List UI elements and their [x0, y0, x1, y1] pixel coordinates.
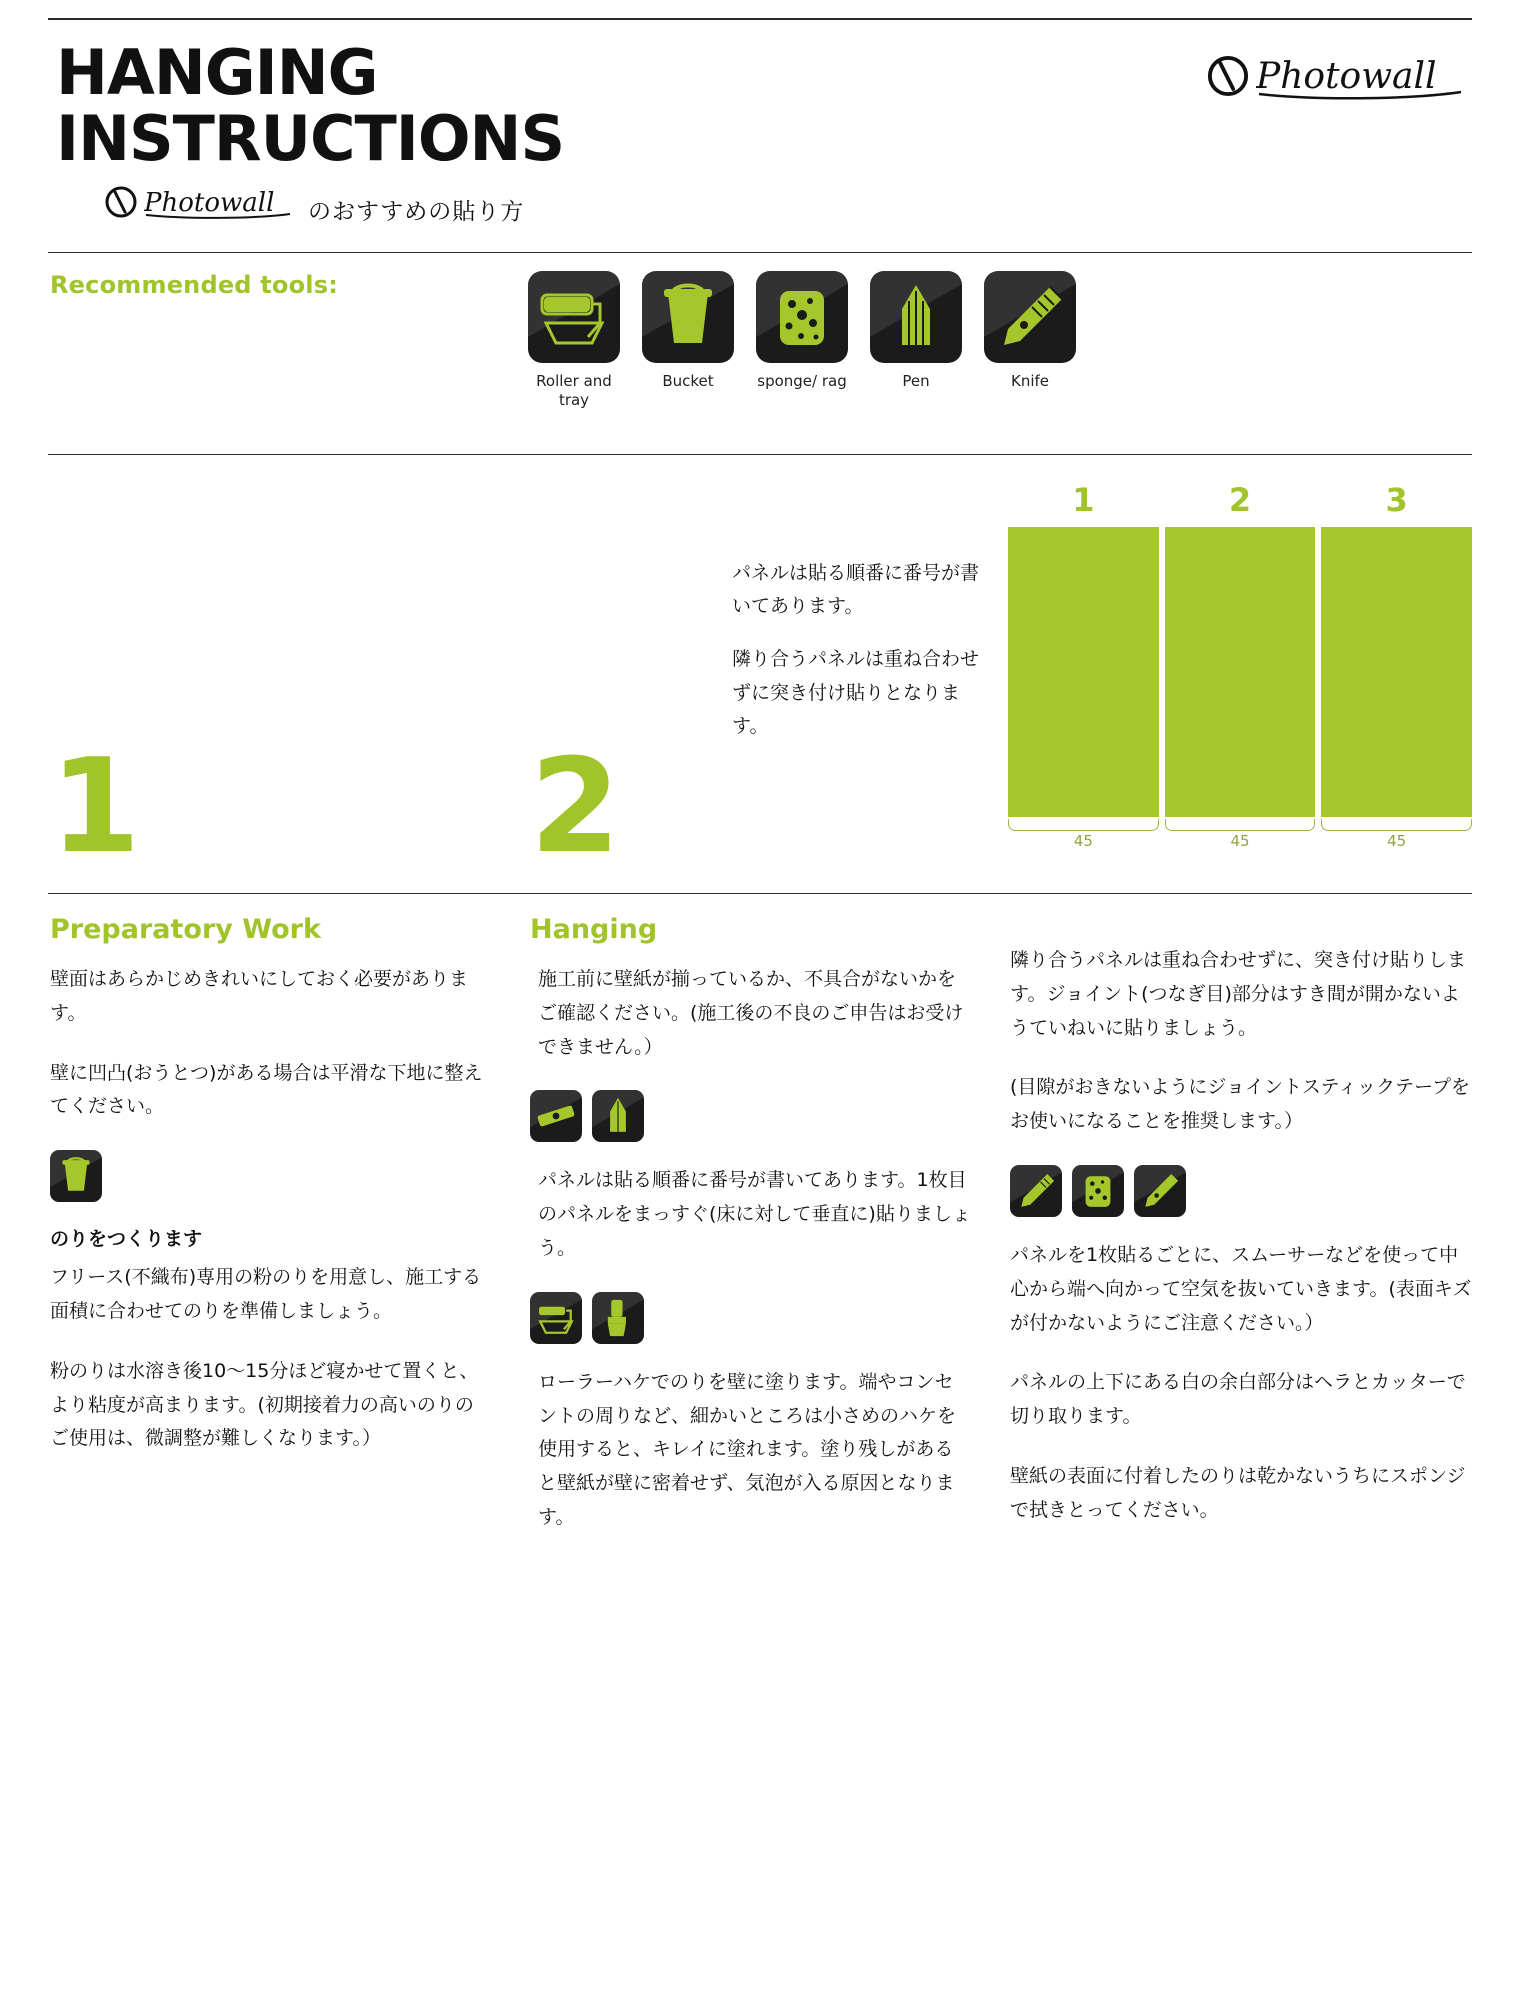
step-one-number-column — [48, 471, 528, 882]
pen-icon — [870, 271, 962, 363]
title-block — [48, 34, 564, 226]
panel-number: 1 — [1072, 480, 1095, 519]
hanging-icon-row-1 — [530, 1090, 972, 1142]
step-number-1: 1 — [50, 729, 141, 882]
panel-note-1: パネルは貼る順番に番号が書いてあります。 — [732, 561, 980, 618]
roller-and-tray-icon — [528, 271, 620, 363]
joining-paragraph-2: (目隙がおきないようにジョイントスティックテープをお使いになることを推奨します。） — [1010, 1076, 1470, 1133]
roller-and-tray-icon — [530, 1292, 582, 1344]
prep-paragraph-4: 粉のりは水溶き後10〜15分ほど寝かせて置くと、より粘度が高まります。(初期接着力の高いのりのご使用は、微調整が難しくなります。） — [50, 1359, 479, 1450]
photowall-logo-main — [1206, 52, 1466, 100]
measure-brace — [1008, 819, 1159, 831]
brush-icon — [592, 1292, 644, 1344]
joining-paragraph-5: 壁紙の表面に付着したのりは乾かないうちにスポンジで拭きとってください。 — [1010, 1465, 1466, 1521]
joining-icon-row — [1010, 1165, 1472, 1217]
section-heading-hanging: Hanging — [530, 913, 658, 945]
tool-caption: Knife — [1010, 372, 1050, 391]
column-preparatory-work — [48, 914, 528, 1561]
panel-diagram — [1008, 481, 1472, 853]
panel-number: 3 — [1385, 480, 1408, 519]
tool-caption: sponge/ rag — [757, 372, 847, 391]
right-column-spacer — [1008, 914, 1472, 944]
page-header — [48, 34, 1472, 226]
joining-paragraph-1: 隣り合うパネルは重ね合わせずに、突き付け貼りします。ジョイント(つなぎ目)部分はすき間が開かないようていねいに貼りましょう。 — [1010, 948, 1467, 1039]
knife-icon — [1134, 1165, 1186, 1217]
tool-icon-list — [528, 271, 1076, 410]
svg-text:Photowall: Photowall — [1256, 56, 1437, 97]
hanging-paragraph-3: ローラーハケでのりを壁に塗ります。端やコンセントの周りなど、細かいところは小さめのハケを使用すると、キレイに塗れます。塗り残しがあると壁紙が壁に密着せず、気泡が入る原因となります。 — [538, 1370, 957, 1529]
panel-measure — [1321, 819, 1472, 853]
bucket-icon — [50, 1150, 102, 1202]
measure-brace — [1165, 819, 1316, 831]
panel-1 — [1008, 527, 1159, 817]
measure-value: 45 — [1230, 831, 1250, 850]
page-title-line1: HANGING — [56, 36, 378, 109]
hanging-icon-row-2 — [530, 1292, 972, 1344]
panel-3 — [1321, 527, 1472, 817]
panel-measure-row — [1008, 819, 1472, 853]
recommended-tools-section — [48, 253, 1472, 410]
section-heading-preparatory: Preparatory Work — [50, 913, 321, 945]
panel-measure — [1008, 819, 1159, 853]
page-title-line2: INSTRUCTIONS — [56, 101, 565, 175]
measure-brace — [1321, 819, 1472, 831]
panel-number-row — [1008, 481, 1472, 519]
tool-caption: Pen — [902, 372, 930, 391]
prep-paragraph-1: 壁面はあらかじめきれいにしておく必要があります。 — [50, 967, 469, 1024]
page-title — [56, 36, 565, 175]
tool-roller-and-tray — [528, 271, 620, 410]
knife-icon — [984, 271, 1076, 363]
step-two-number-column — [528, 471, 1008, 882]
tool-bucket — [642, 271, 734, 410]
sponge-rag-icon — [1072, 1165, 1124, 1217]
column-hanging — [528, 914, 1008, 1561]
joining-paragraph-3: パネルを1枚貼るごとに、スムーサーなどを使って中心から端へ向かって空気を抜いていきます。(表面キズが付かないようにご注意ください。） — [1010, 1244, 1472, 1334]
tool-caption: Bucket — [662, 372, 714, 391]
hanging-paragraph-2: パネルは貼る順番に番号が書いてあります。1枚目のパネルをまっすぐ(床に対して垂直に)貼りましょう。 — [538, 1169, 971, 1259]
pen-icon — [592, 1090, 644, 1142]
svg-text:Photowall: Photowall — [144, 188, 275, 219]
prep-lead-label: のりをつくります — [50, 1228, 203, 1251]
subtitle-japanese: のおすすめの貼り方 — [308, 199, 525, 226]
panel-diagram-notes — [732, 557, 982, 763]
panel-diagram-column — [1008, 471, 1472, 875]
tool-sponge-rag — [756, 271, 848, 410]
panel-number: 2 — [1228, 480, 1252, 519]
tool-knife — [984, 271, 1076, 410]
panel-row — [1008, 527, 1472, 817]
level-icon — [530, 1090, 582, 1142]
tool-caption: Roller and tray — [536, 372, 612, 410]
joining-paragraph-4: パネルの上下にある白の余白部分はヘラとカッターで切り取ります。 — [1010, 1371, 1466, 1428]
hanging-paragraph-1: 施工前に壁紙が揃っているか、不具合がないかをご確認ください。(施工後の不良のご申告はお受けできません。） — [538, 967, 964, 1058]
top-divider — [48, 18, 1472, 20]
panel-note-2: 隣り合うパネルは重ね合わせずに突き付け貼りとなります。 — [732, 648, 980, 737]
photowall-logo-small — [104, 185, 294, 219]
diagram-section — [48, 455, 1472, 882]
step-number-2: 2 — [530, 729, 621, 882]
prep-icon-row — [50, 1150, 492, 1202]
prep-paragraph-3: フリース(不織布)専用の粉のりを用意し、施工する面積に合わせてのりを準備しましょう。 — [50, 1266, 482, 1322]
measure-value: 45 — [1073, 831, 1093, 850]
panel-measure — [1165, 819, 1316, 853]
smoother-icon — [1010, 1165, 1062, 1217]
measure-value: 45 — [1387, 831, 1407, 850]
tool-pen — [870, 271, 962, 410]
sponge-rag-icon — [756, 271, 848, 363]
prep-paragraph-2: 壁に凹凸(おうとつ)がある場合は平滑な下地に整えてください。 — [50, 1061, 483, 1118]
instruction-columns — [48, 894, 1472, 1561]
bucket-icon — [642, 271, 734, 363]
column-joining — [1008, 914, 1472, 1561]
recommended-tools-label: Recommended tools: — [50, 271, 339, 300]
subtitle-row — [104, 185, 564, 226]
panel-2 — [1165, 527, 1316, 817]
